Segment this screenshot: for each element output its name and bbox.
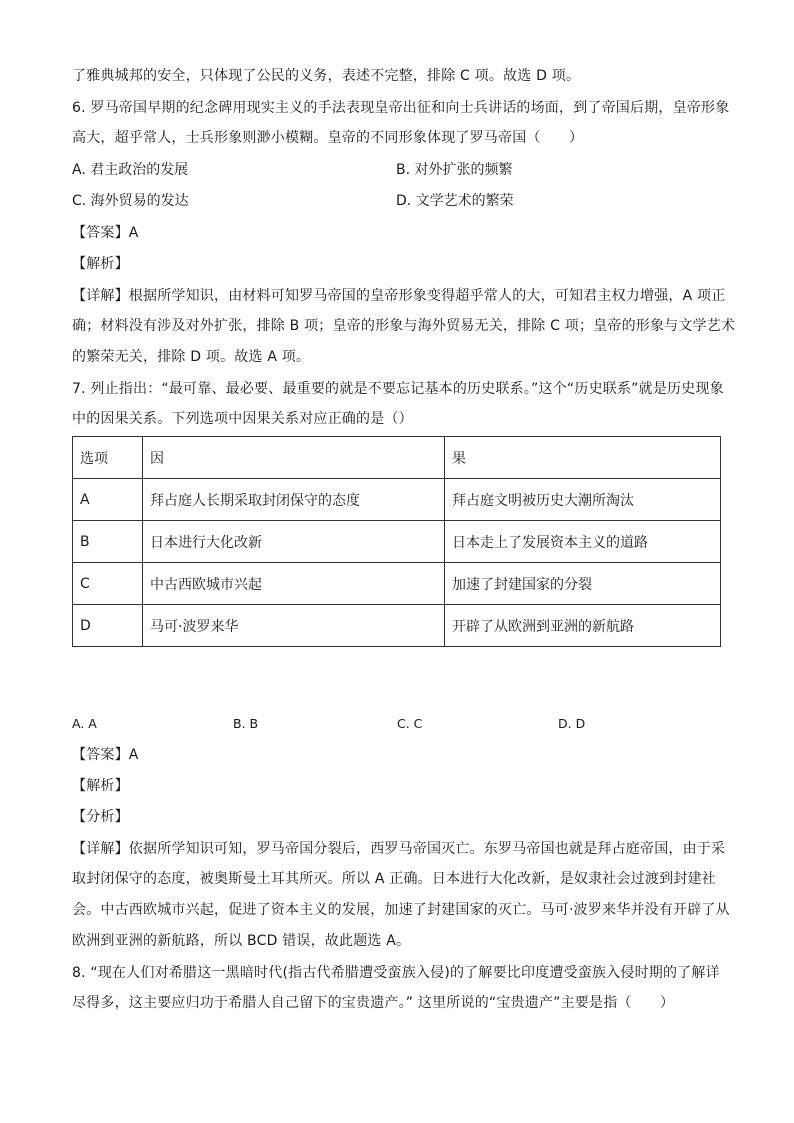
analysis-label: 【解析】 — [72, 778, 129, 794]
table-header-row — [73, 437, 721, 479]
table-row — [73, 605, 721, 647]
table-cell: A — [73, 479, 143, 521]
table-row — [73, 563, 721, 605]
table-header-cell: 因 — [143, 437, 445, 479]
detail-text: 【详解】根据所学知识，由材料可知罗马帝国的皇帝形象变得超乎常人的大，可知君主权力增强，A 项正 — [72, 288, 726, 304]
detail-text: 【详解】依据所学知识可知，罗马帝国分裂后，西罗马帝国灭亡。东罗马帝国也就是拜占庭帝国，由于采 — [72, 841, 726, 857]
question-6-stem: 6. 罗马帝国早期的纪念碑用现实主义的手法表现皇帝出征和向士兵讲话的场面，到了帝国后期，皇帝形象 — [72, 100, 730, 116]
analysis-sub-label: 【分析】 — [72, 809, 129, 825]
question-7-stem: 7. 列止指出：“最可靠、最必要、最重要的就是不要忘记基本的历史联系。”这个“历史联系”就是历史现象 — [72, 381, 724, 397]
q7-option-b: B. B — [233, 716, 259, 731]
table-row — [73, 521, 721, 563]
q6-option-c: C. 海外贸易的发达 — [72, 193, 189, 209]
analysis-label: 【解析】 — [72, 256, 129, 272]
table-cell: 开辟了从欧洲到亚洲的新航路 — [445, 605, 721, 647]
question-8-stem: 尽得多，这主要应归功于希腊人自己留下的宝贵遗产。” 这里所说的“宝贵遗产”主要是指（ ） — [72, 995, 675, 1011]
table-cell: B — [73, 521, 143, 563]
detail-text: 欧洲到亚洲的新航路，所以 BCD 错误，故此题选 A。 — [72, 933, 411, 949]
detail-text: 的繁荣无关，排除 D 项。故选 A 项。 — [72, 349, 311, 365]
cause-effect-table — [72, 436, 721, 647]
table-cell: 中古西欧城市兴起 — [143, 563, 445, 605]
table-header-cell: 选项 — [73, 437, 143, 479]
table-cell: 日本进行大化改新 — [143, 521, 445, 563]
detail-text: 确；材料没有涉及对外扩张，排除 B 项；皇帝的形象与海外贸易无关，排除 C 项；皇帝的形象与文学艺术 — [72, 318, 736, 334]
question-7-stem: 中的因果关系。下列选项中因果关系对应正确的是（） — [72, 411, 413, 427]
q6-option-a: A. 君主政治的发展 — [72, 162, 189, 178]
q7-option-d: D. D — [558, 716, 586, 731]
q6-option-d: D. 文学艺术的繁荣 — [396, 193, 514, 209]
question-8-stem: 8. “现在人们对希腊这一黑暗时代(指古代希腊遭受蛮族入侵)的了解要比印度遭受蛮族入侵时期的了解详 — [72, 965, 720, 981]
table-cell: 拜占庭文明被历史大潮所淘汰 — [445, 479, 721, 521]
detail-text: 取封闭保守的态度，被奥斯曼土耳其所灭。所以 A 正确。日本进行大化改新，是奴隶社会过渡到封建社 — [72, 871, 716, 887]
table-cell: D — [73, 605, 143, 647]
q7-option-c: C. C — [397, 716, 423, 731]
detail-text: 会。中古西欧城市兴起，促进了资本主义的发展，加速了封建国家的灭亡。马可·波罗来华并没有开辟了从 — [72, 902, 730, 918]
q6-option-b: B. 对外扩张的频繁 — [396, 162, 513, 178]
table-header-cell: 果 — [445, 437, 721, 479]
q7-option-a: A. A — [72, 716, 97, 731]
question-6-stem: 高大，超乎常人，士兵形象则渺小模糊。皇帝的不同形象体现了罗马帝国（ ） — [72, 130, 584, 146]
table-cell: 日本走上了发展资本主义的道路 — [445, 521, 721, 563]
answer-label: 【答案】A — [72, 225, 139, 241]
text-line: 了雅典城邦的安全，只体现了公民的义务，表述不完整，排除 C 项。故选 D 项。 — [72, 68, 581, 84]
table-cell: 加速了封建国家的分裂 — [445, 563, 721, 605]
table-cell: C — [73, 563, 143, 605]
table-cell: 拜占庭人长期采取封闭保守的态度 — [143, 479, 445, 521]
table-cell: 马可·波罗来华 — [143, 605, 445, 647]
table-row — [73, 479, 721, 521]
answer-label: 【答案】A — [72, 747, 139, 763]
